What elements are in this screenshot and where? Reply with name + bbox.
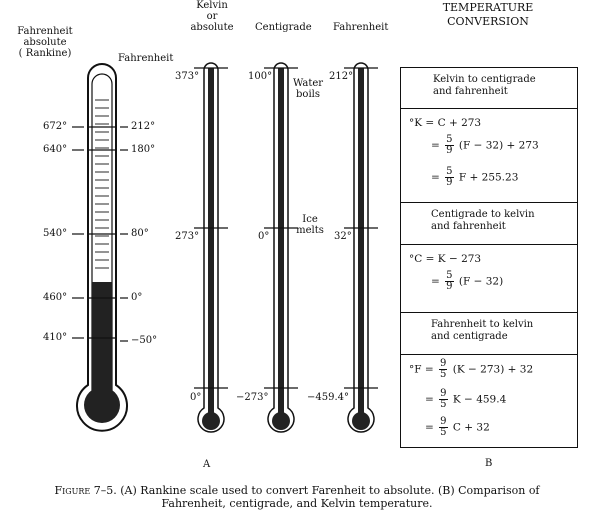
section-fahrenheit-header xyxy=(401,312,577,354)
formula-line: °K = C + 273 xyxy=(409,117,482,129)
header-line: Fahrenheit xyxy=(17,26,73,37)
kelvin-tick: 373° xyxy=(175,71,200,82)
equals-sign: = xyxy=(425,393,434,406)
section-line: and fahrenheit xyxy=(431,221,506,232)
header-line: ( Rankine) xyxy=(18,48,72,59)
section-kelvin-formulas xyxy=(401,108,577,202)
title-line: CONVERSION xyxy=(447,15,529,28)
denominator: 5 xyxy=(440,427,447,438)
section-title xyxy=(401,68,577,98)
annotation-line: boils xyxy=(296,89,320,100)
annotation-line: melts xyxy=(296,225,324,236)
denominator: 9 xyxy=(446,281,453,292)
fahrenheit-tick: 212° xyxy=(329,71,354,82)
fraction xyxy=(445,167,453,188)
fahrenheit-tick: −459.4° xyxy=(307,392,350,403)
equals-sign: = xyxy=(431,275,440,288)
rankine-left-tick: 640° xyxy=(43,144,68,155)
conversion-table xyxy=(400,67,578,448)
fraction xyxy=(445,271,453,292)
formula-rest: (K − 273) + 32 xyxy=(452,363,534,376)
numerator: 9 xyxy=(440,388,447,399)
denominator: 9 xyxy=(446,145,453,156)
equals-sign: = xyxy=(431,171,440,184)
rankine-right-tick: −50° xyxy=(131,335,158,346)
rankine-left-tick: 460° xyxy=(43,292,68,303)
header-line: Kelvin xyxy=(196,0,228,11)
kelvin-thermometer xyxy=(194,63,228,432)
section-line: Kelvin to centigrade xyxy=(433,74,536,85)
formula-line xyxy=(409,359,533,380)
rankine-right-tick: 0° xyxy=(131,292,143,303)
figure-number: Figure 7–5. xyxy=(54,484,117,497)
numerator: 5 xyxy=(446,134,453,145)
rankine-left-tick: 410° xyxy=(43,332,68,343)
rankine-thermometer xyxy=(72,64,128,431)
caption-line-2: Fahrenheit, centigrade, and Kelvin temperature. xyxy=(161,497,433,510)
formula-line xyxy=(431,167,518,188)
section-kelvin-header xyxy=(401,68,577,108)
header-line: absolute xyxy=(23,37,67,48)
section-centigrade-formulas xyxy=(401,244,577,312)
section-line: Fahrenheit to kelvin xyxy=(431,319,534,330)
formula-line: °C = K − 273 xyxy=(409,253,482,265)
rankine-left-tick: 540° xyxy=(43,228,68,239)
kelvin-tick: 273° xyxy=(175,231,200,242)
centigrade-thermometer xyxy=(264,63,298,432)
rankine-header-right: Fahrenheit xyxy=(118,53,174,64)
section-title xyxy=(401,313,577,343)
denominator: 5 xyxy=(440,369,447,380)
fahrenheit-header: Fahrenheit xyxy=(333,22,389,33)
equals-sign: = xyxy=(431,139,440,152)
kelvin-tick: 0° xyxy=(190,392,202,403)
rankine-left-tick: 672° xyxy=(43,121,68,132)
section-title xyxy=(401,203,577,233)
panel-label-a: A xyxy=(203,459,211,470)
equals-sign: = xyxy=(425,421,434,434)
centigrade-header: Centigrade xyxy=(255,22,312,33)
fraction xyxy=(445,135,453,156)
formula-rest: F + 255.23 xyxy=(458,171,519,184)
numerator: 5 xyxy=(446,166,453,177)
rankine-right-tick: 212° xyxy=(131,121,156,132)
formula-line xyxy=(431,135,539,156)
section-fahrenheit-formulas xyxy=(401,354,577,447)
panel-label-b: B xyxy=(485,458,493,469)
annotation-line: Water xyxy=(292,78,324,89)
centigrade-tick: 100° xyxy=(248,71,273,82)
caption-text: (A) Rankine scale used to convert Farenheit to absolute. (B) Comparison of xyxy=(120,484,540,497)
section-line: Centigrade to kelvin xyxy=(431,209,535,220)
numerator: 9 xyxy=(440,416,447,427)
fahrenheit-thermometer xyxy=(344,63,378,432)
numerator: 5 xyxy=(446,270,453,281)
annotation-line: Ice xyxy=(302,214,318,225)
title-line: TEMPERATURE xyxy=(442,1,534,14)
formula-rest: C + 32 xyxy=(452,421,490,434)
fraction xyxy=(439,417,447,438)
caption-line-1 xyxy=(0,484,594,497)
fahrenheit-tick: 32° xyxy=(334,231,352,242)
formula-rest: (F − 32) + 273 xyxy=(458,139,539,152)
formula-lead: °F = xyxy=(409,363,434,376)
rankine-right-tick: 180° xyxy=(131,144,156,155)
fraction xyxy=(439,359,447,380)
conversion-title xyxy=(420,1,556,29)
rankine-right-tick: 80° xyxy=(131,228,149,239)
section-line: and centigrade xyxy=(431,331,508,342)
denominator: 5 xyxy=(440,399,447,410)
formula-line xyxy=(425,389,506,410)
header-line: or xyxy=(206,11,218,22)
numerator: 9 xyxy=(440,358,447,369)
formula-line xyxy=(431,271,503,292)
centigrade-tick: 0° xyxy=(258,231,270,242)
header-line: absolute xyxy=(190,22,234,33)
formula-rest: (F − 32) xyxy=(458,275,504,288)
section-line: and fahrenheit xyxy=(433,86,508,97)
section-centigrade-header xyxy=(401,202,577,244)
water-boils-label xyxy=(288,78,328,100)
figure-caption xyxy=(0,484,594,510)
formula-line xyxy=(425,417,490,438)
fraction xyxy=(439,389,447,410)
centigrade-tick: −273° xyxy=(236,392,269,403)
kelvin-header xyxy=(186,0,238,33)
denominator: 9 xyxy=(446,177,453,188)
ice-melts-label xyxy=(292,214,328,236)
formula-rest: K − 459.4 xyxy=(452,393,507,406)
